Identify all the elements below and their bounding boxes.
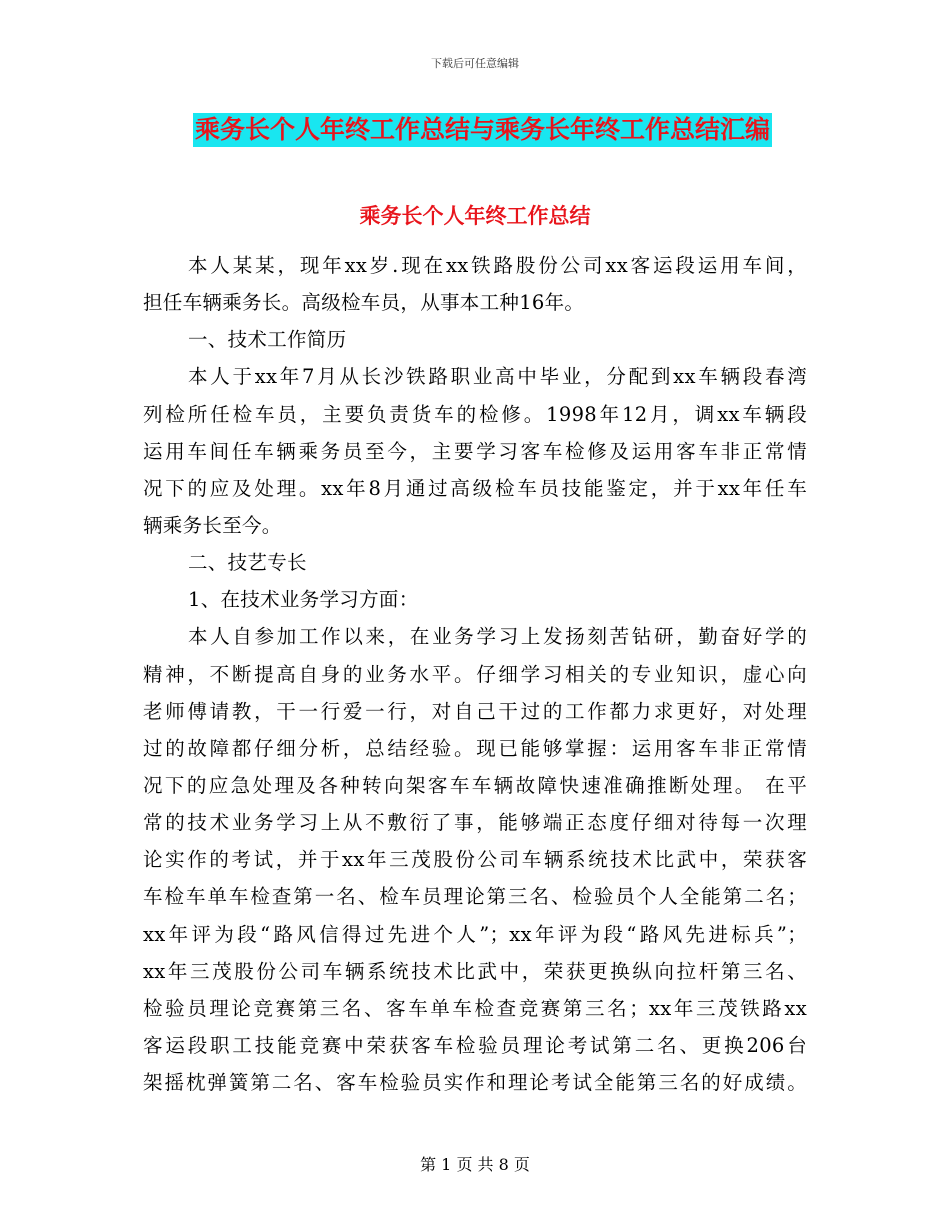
paragraph-line: 客运段职工技能竞赛中荣获客车检验员理论考试第二名、更换206台 — [143, 1033, 807, 1057]
paragraph-line: 论实作的考试，并于xx年三茂股份公司车辆系统技术比武中，荣获客 — [143, 848, 807, 872]
paragraph-line: 列检所任检车员，主要负责货车的检修。1998年12月，调xx车辆段 — [143, 402, 807, 426]
paragraph-line: 检验员理论竞赛第三名、客车单车检查竞赛第三名；xx年三茂铁路xx — [143, 996, 807, 1020]
paragraph-line: 过的故障都仔细分析，总结经验。现已能够掌握：运用客车非正常情 — [143, 736, 807, 760]
section-heading: 一、技术工作简历 — [188, 328, 347, 352]
section-title: 乘务长个人年终工作总结 — [359, 203, 591, 228]
paragraph-line: 老师傅请教，干一行爱一行，对自己干过的工作都力求更好，对处理 — [143, 699, 807, 723]
paragraph-line: 况下的应急处理及各种转向架客车车辆故障快速准确推断处理。 在平 — [143, 773, 807, 797]
paragraph-line: 运用车间任车辆乘务员至今，主要学习客车检修及运用客车非正常情 — [143, 439, 807, 463]
document-main-title: 乘务长个人年终工作总结与乘务长年终工作总结汇编 — [193, 113, 772, 147]
paragraph-line: 常的技术业务学习上从不敷衍了事，能够端正态度仔细对待每一次理 — [143, 811, 807, 835]
paragraph-line: 况下的应及处理。xx年8月通过高级检车员技能鉴定，并于xx年任车 — [143, 476, 807, 500]
subsection-heading: 1、在技术业务学习方面： — [188, 588, 419, 612]
paragraph-line: 本人于xx年7月从长沙铁路职业高中毕业，分配到xx车辆段春湾 — [188, 365, 807, 389]
paragraph-line: 本人某某，现年xx岁.现在xx铁路股份公司xx客运段运用车间， — [188, 254, 807, 277]
paragraph-line: 担任车辆乘务长。高级检车员，从事本工种16年。 — [143, 291, 585, 315]
paragraph-line: 车检车单车检查第一名、检车员理论第三名、检验员个人全能第二名； — [143, 885, 807, 909]
paragraph-line: 架摇枕弹簧第二名、客车检验员实作和理论考试全能第三名的好成绩。 — [143, 1071, 807, 1095]
body-text — [143, 247, 807, 1101]
paragraph-line: 本人自参加工作以来，在业务学习上发扬刻苦钻研，勤奋好学的 — [188, 625, 807, 649]
paragraph-line: 辆乘务长至今。 — [143, 513, 282, 537]
paragraph-line: xx年三茂股份公司车辆系统技术比武中，荣获更换纵向拉杆第三名、 — [143, 959, 807, 983]
page-number-footer: 第 1 页 共 8 页 — [420, 1155, 530, 1174]
paragraph-line: 精神，不断提高自身的业务水平。仔细学习相关的专业知识，虚心向 — [143, 662, 807, 686]
section-heading: 二、技艺专长 — [188, 551, 307, 575]
paragraph-line: xx年评为段“路风信得过先进个人”；xx年评为段“路风先进标兵”； — [143, 922, 807, 946]
header-note: 下载后可任意编辑 — [431, 57, 519, 70]
